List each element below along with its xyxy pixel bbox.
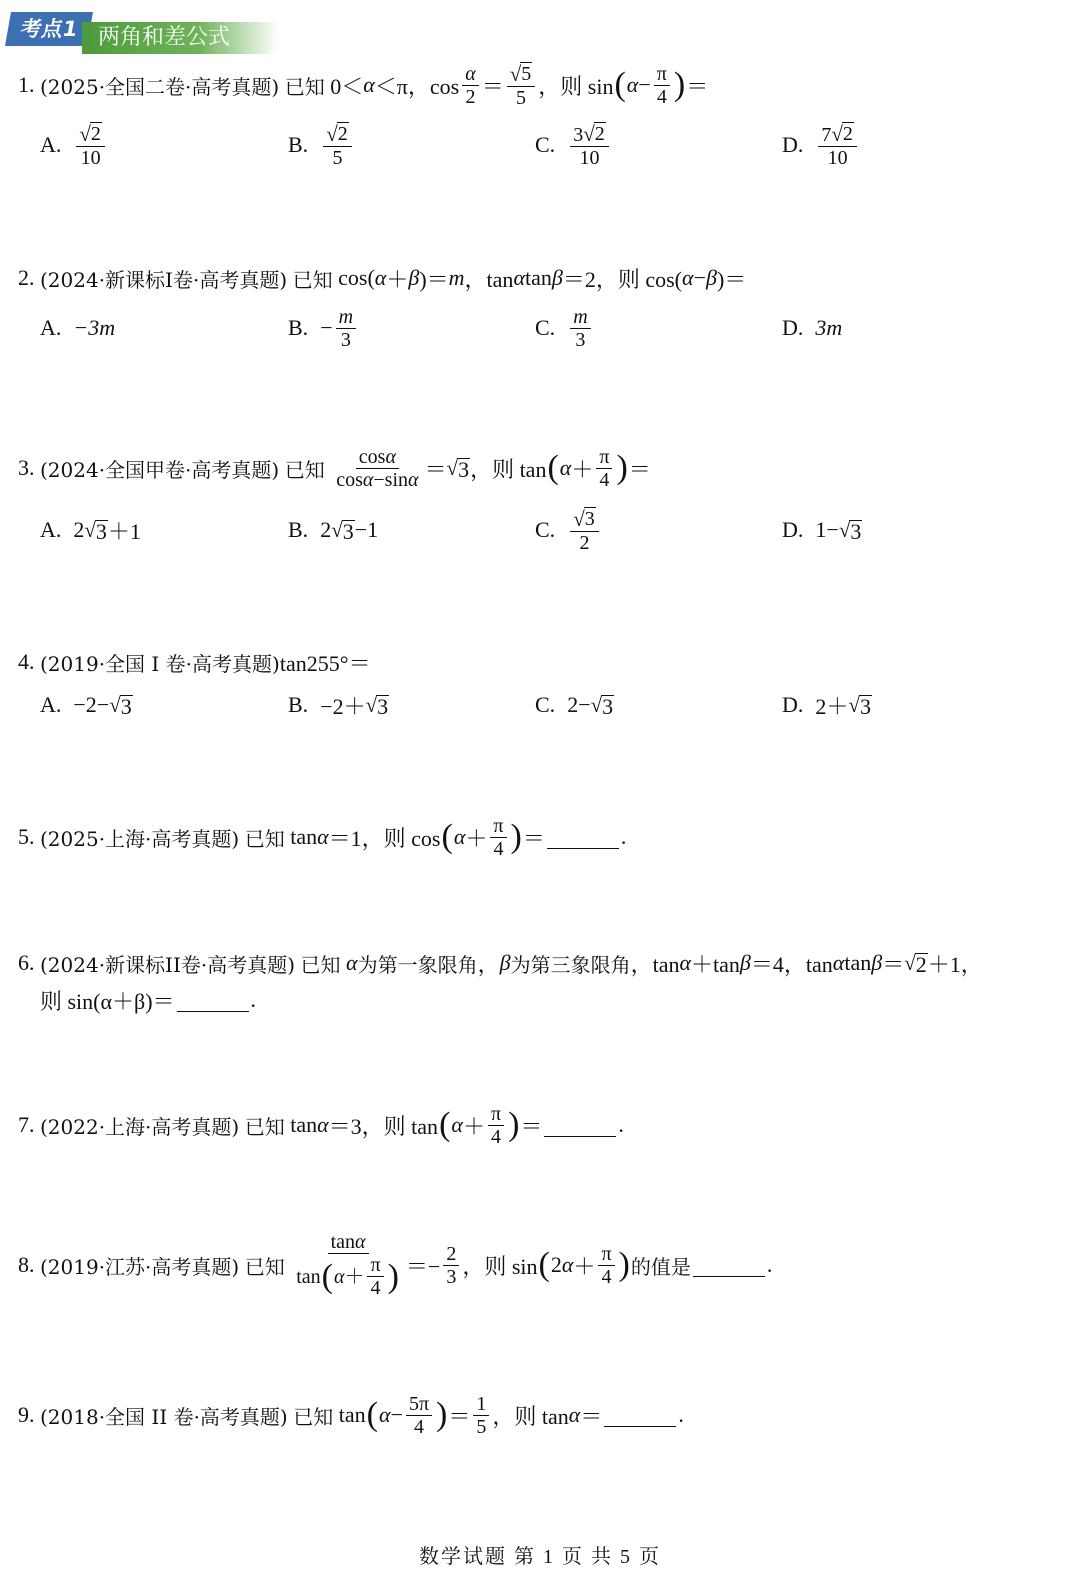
option-a[interactable]: A. −2− √ 3 xyxy=(40,692,132,719)
question-source: (2022·上海·高考真题) xyxy=(40,1114,240,1139)
question-2: 2. (2024·新课标I卷·高考真题) 已知 cos( α ＋ β )＝ m ，tan α tan β ＝2，则 cos( α − β )＝ xyxy=(18,265,747,292)
question-source: (2024·新课标II卷·高考真题) xyxy=(40,952,296,977)
answer-blank[interactable] xyxy=(547,826,619,849)
options-4 xyxy=(40,680,1040,730)
question-source: (2025·全国二卷·高考真题) xyxy=(40,74,280,99)
question-source: (2024·全国甲卷·高考真题) xyxy=(40,457,280,482)
answer-blank[interactable] xyxy=(177,989,249,1012)
option-b[interactable]: B. 2 √ 3 −1 xyxy=(288,517,379,544)
question-8: 8. (2019·江苏·高考真题) 已知 tanα tan ( α ＋ $\frac{\pi}{4}$ ) ＝− $\frac{2}{3}$ ，则 sin ( 2 α ＋ $\frac{\pi}{4}$ ) 的值是 . xyxy=(18,1231,773,1299)
question-3: 3. (2024·全国甲卷·高考真题) 已知 $\frac{\cos\alpha}{\cos\alpha-\sin\alpha}$ ＝ √ 3 ，则 tan ( α ＋ $\frac{\pi}{4}$ ) ＝ xyxy=(18,445,651,491)
question-source: (2025·上海·高考真题) xyxy=(40,826,240,851)
option-a[interactable]: A. −3m xyxy=(40,315,116,340)
option-a[interactable]: A. √ 2 10 xyxy=(40,120,108,170)
option-b[interactable]: B. − $\frac{m}{3}$ xyxy=(288,303,359,353)
option-b[interactable]: B. −2＋ √ 3 xyxy=(288,692,389,719)
option-c[interactable]: C. 3 √ 2 10 xyxy=(535,120,612,170)
option-a[interactable]: A. 2 √ 3 ＋1 xyxy=(40,517,141,544)
section-header xyxy=(8,12,278,54)
option-c[interactable]: C. 2− √ 3 xyxy=(535,692,614,719)
question-5: 5. (2025·上海·高考真题) 已知 tan α ＝1，则 cos ( α ＋ $\frac{\pi}{4}$ ) ＝ . xyxy=(18,814,627,860)
section-title: 两角和差公式 xyxy=(82,22,278,54)
option-c[interactable]: C. √ 3 2 xyxy=(535,505,602,555)
question-6: 6. (2024·新课标II卷·高考真题) 已知 α 为第一象限角 ， β 为第三象限角 ，tan α ＋tan β ＝4，tan α tan β ＝ √ 2 ＋1， xyxy=(18,950,983,977)
option-d[interactable]: D. 1− √ 3 xyxy=(782,517,862,544)
answer-blank[interactable] xyxy=(544,1114,616,1137)
option-b[interactable]: B. √ 2 5 xyxy=(288,120,355,170)
options-2 xyxy=(40,303,1040,353)
answer-blank[interactable] xyxy=(604,1404,676,1427)
question-source: (2018·全国 II 卷·高考真题) xyxy=(40,1404,288,1429)
options-3 xyxy=(40,505,1040,555)
option-d[interactable]: D. 3m xyxy=(782,315,843,340)
question-6-line2: 则 sin(α＋β)＝ . xyxy=(40,987,257,1014)
option-d[interactable]: D. 2＋ √ 3 xyxy=(782,692,871,719)
question-1: 1. (2025·全国二卷·高考真题) 已知 0＜ α ＜π，cos $\frac{\alpha}{2}$ ＝ √ 5 5 ，则 sin ( α − $\frac{\pi}{4}$ ) ＝ xyxy=(18,61,709,109)
question-4: 4. (2019·全国 I 卷·高考真题) tan255°＝ xyxy=(18,649,371,676)
option-c[interactable]: C. $\frac{m}{3}$ xyxy=(535,303,594,353)
question-9: 9. (2018·全国 II 卷·高考真题) 已知 tan ( α − $\frac{5\pi}{4}$ ) ＝ $\frac{1}{5}$ ，则 tan α ＝ . xyxy=(18,1392,684,1438)
question-source: (2019·全国 I 卷·高考真题) xyxy=(40,651,280,676)
question-7: 7. (2022·上海·高考真题) 已知 tan α ＝3，则 tan ( α ＋ $\frac{\pi}{4}$ ) ＝ . xyxy=(18,1102,624,1148)
question-source: (2019·江苏·高考真题) xyxy=(40,1254,240,1279)
page-footer: 数学试题 第 1 页 共 5 页 xyxy=(419,1546,661,1568)
section-tag: 考点1 xyxy=(5,12,93,46)
options-1 xyxy=(40,120,1040,170)
option-d[interactable]: D. 7 √ 2 10 xyxy=(782,120,860,170)
question-source: (2024·新课标I卷·高考真题) xyxy=(40,267,288,292)
answer-blank[interactable] xyxy=(693,1254,765,1277)
